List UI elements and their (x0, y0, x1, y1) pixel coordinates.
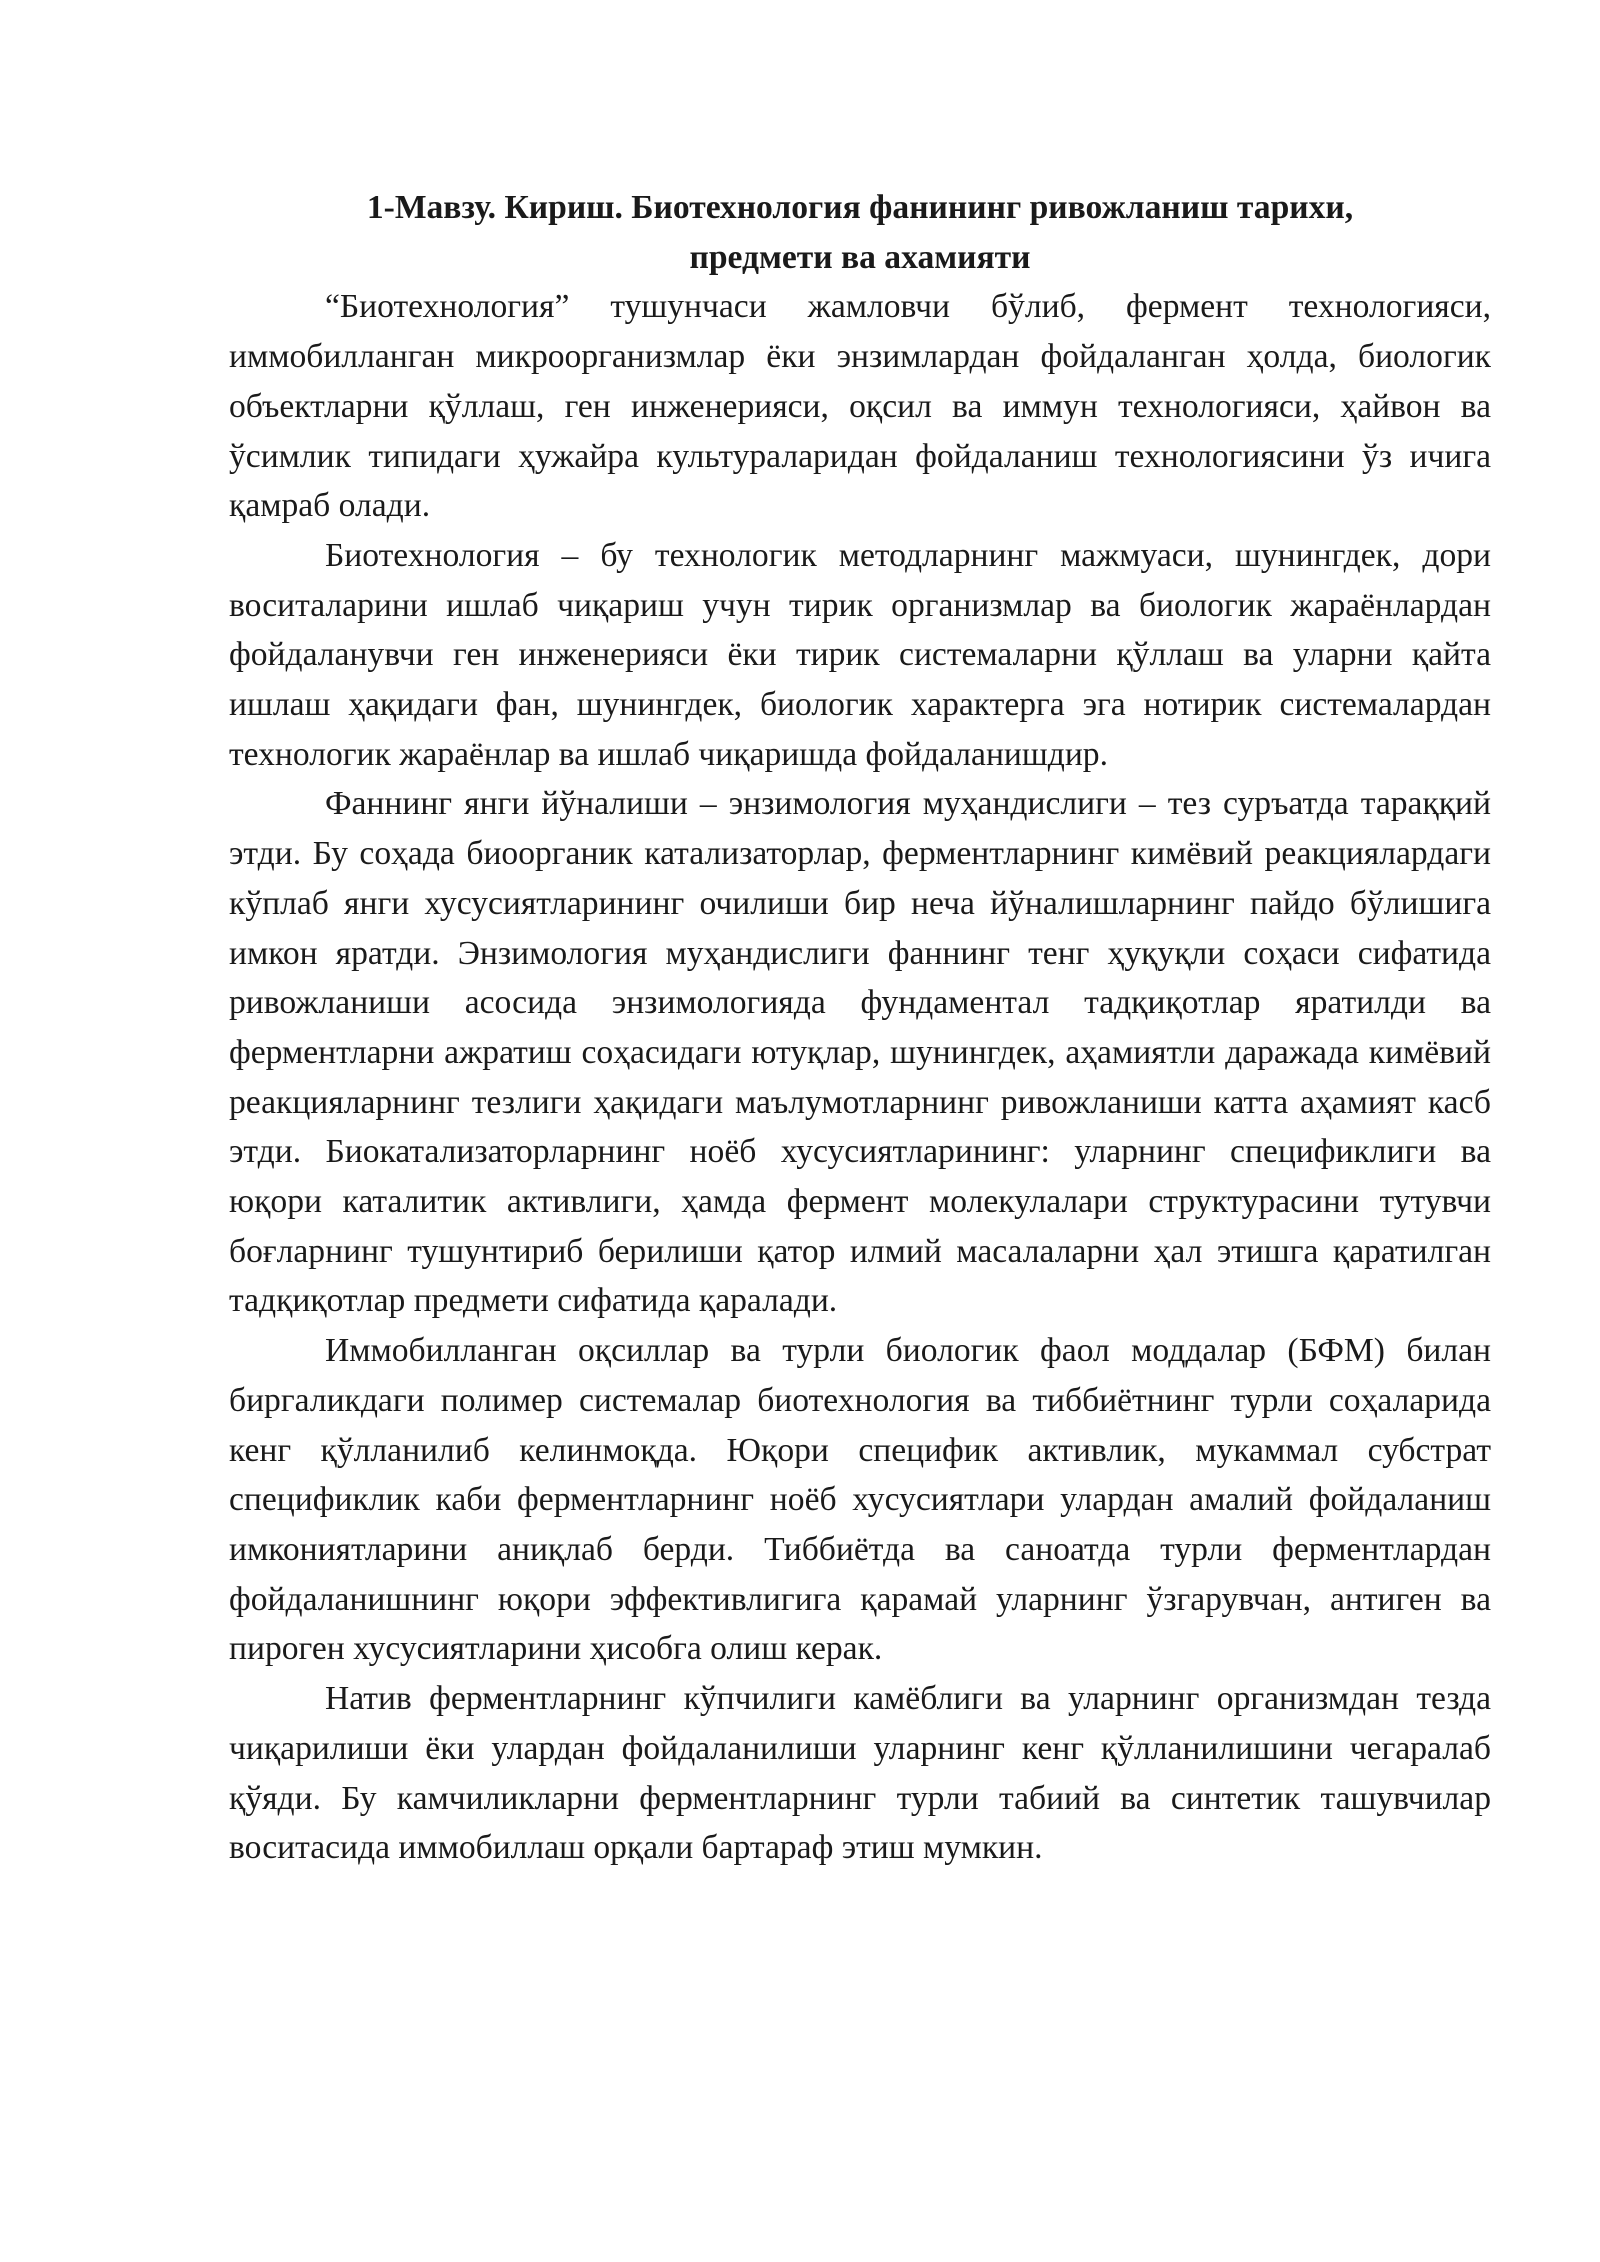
paragraph-biotechnology-definition: Биотехнология – бу технологик методларнинг мажмуаси, шунингдек, дори воситаларини ишлаб чиқариш учун тирик организмлар ва биологик жараёнлардан фойдаланувчи ген инженерияси ёки тирик системаларни қўллаш ва уларни қайта ишлаш ҳақидаги фан, шунингдек, биологик характерга эга нотирик системалардан технологик жараёнлар ва ишлаб чиқаришда фойдаланишдир. (229, 536, 1491, 773)
title-line-2: предмети ва ахамияти (689, 238, 1031, 276)
paragraph-enzymology-engineering: Фаннинг янги йўналиши – энзимология муҳандислиги – тез суръатда тараққий этди. Бу соҳада биоорганик катализаторлар, ферментларнинг кимёвий реакциялардаги кўплаб янги хусусиятларининг очилиши бир неча йўналишларнинг пайдо бўлишига имкон яратди. Энзимология муҳандислиги фаннинг тенг ҳуқуқли соҳаси сифатида ривожланиши асосида энзимологияда фундаментал тадқиқотлар яратилди ва ферментларни ажратиш соҳасидаги ютуқлар, шунингдек, аҳамиятли даражада кимёвий реакцияларнинг тезлиги ҳақидаги маълумотларнинг ривожланиши катта аҳамият касб этди. Биокатализаторларнинг ноёб хусусиятларининг: уларнинг спецификлиги ва юқори каталитик активлиги, ҳамда фермент молекулалари структурасини тутувчи боғларнинг тушунтириб берилиши қатор илмий масалаларни ҳал этишга қаратилган тадқиқотлар предмети сифатида қаралади. (229, 785, 1491, 1320)
lecture-title (229, 183, 1491, 282)
paragraph-biotechnology-concept: “Биотехнология” тушунчаси жамловчи бўлиб, фермент технологияси, иммобилланган микроорганизмлар ёки энзимлардан фойдаланган ҳолда, биологик объектларни қўллаш, ген инженерияси, оқсил ва иммун технологияси, ҳайвон ва ўсимлик типидаги ҳужайра культураларидан фойдаланиш технологиясини ўз ичига қамраб олади. (229, 288, 1491, 525)
document-body (229, 183, 1491, 1873)
title-line-1: 1-Мавзу. Кириш. Биотехнология фанининг ривожланиш тарихи, (366, 189, 1354, 226)
paragraph-native-enzymes: Натив ферментларнинг кўпчилиги камёблиги ва уларнинг организмдан тезда чиқарилиши ёки улардан фойдаланилиши уларнинг кенг қўлланилишини чегаралаб қўяди. Бу камчиликларни ферментларнинг турли табиий ва синтетик ташувчилар воситасида иммобиллаш орқали бартараф этиш мумкин. (229, 1680, 1491, 1867)
paragraph-immobilized-proteins: Иммобилланган оқсиллар ва турли биологик фаол моддалар (БФМ) билан биргаликдаги полимер системалар биотехнология ва тиббиётнинг турли соҳаларида кенг қўлланилиб келинмоқда. Юқори специфик активлик, мукаммал субстрат спецификлик каби ферментларнинг ноёб хусусиятлари улардан амалий фойдаланиш имкониятларини аниқлаб берди. Тиббиётда ва саноатда турли ферментлардан фойдаланишнинг юқори эффективлигига қарамай уларнинг ўзгарувчан, антиген ва пироген хусусиятларини ҳисобга олиш керак. (229, 1332, 1491, 1668)
